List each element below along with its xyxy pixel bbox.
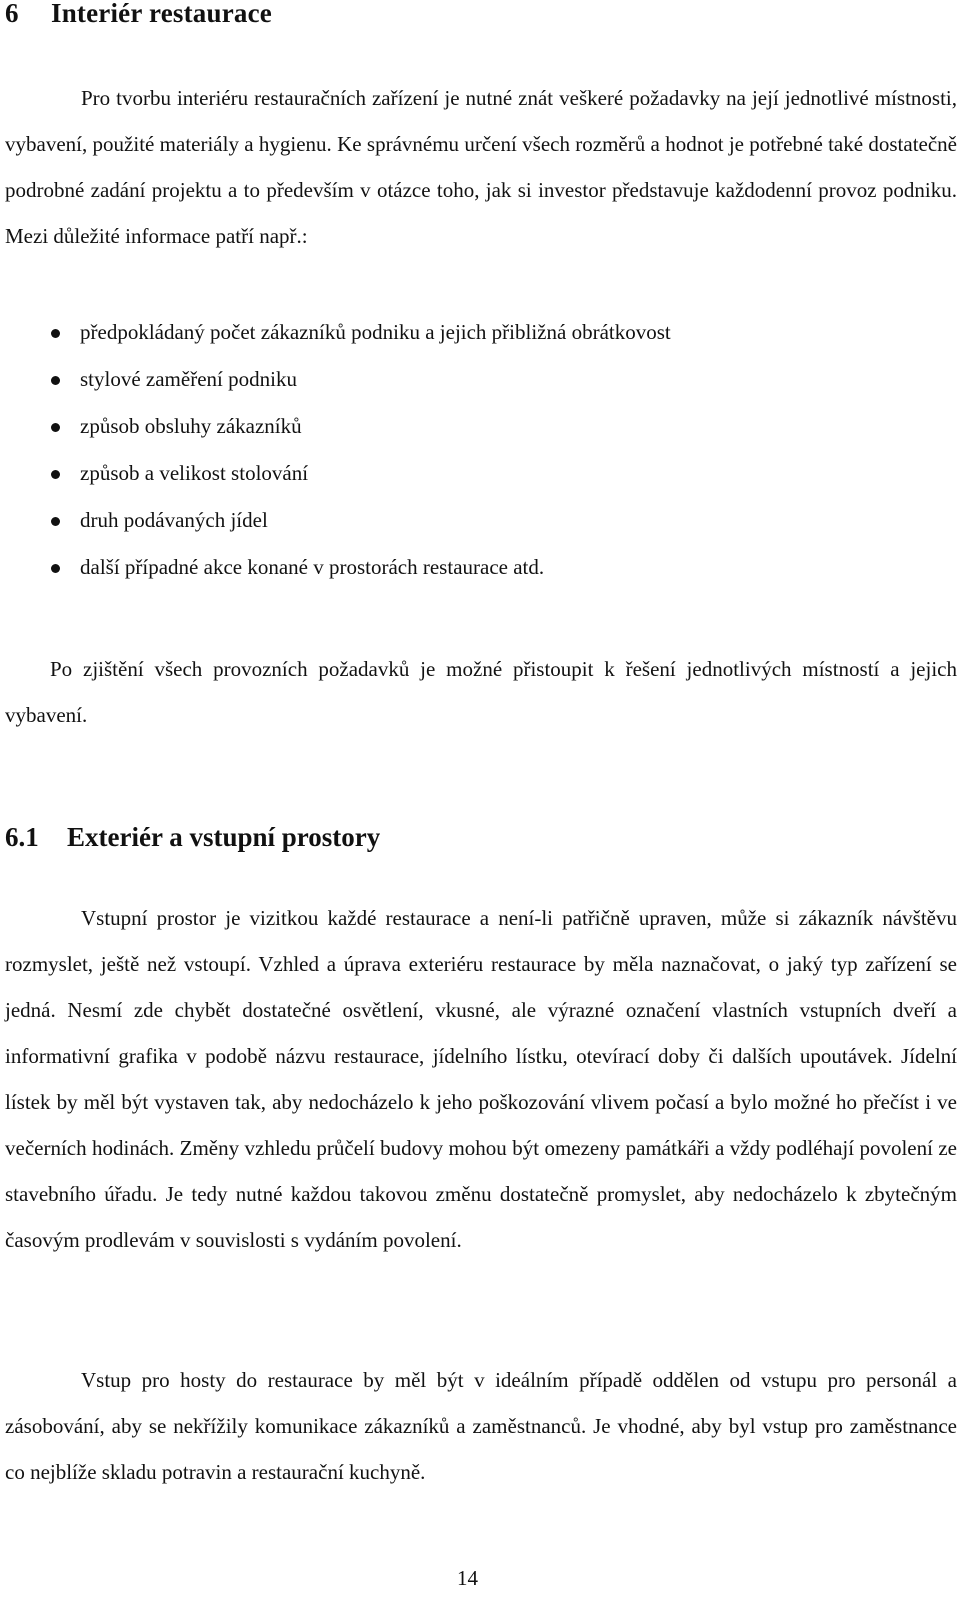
section-paragraph-2: Vstup pro hosty do restaurace by měl být v ideálním případě oddělen od vstupu pro personál a zásobování, aby se nekřížily komunikace zákazníků a zaměstnanců. Je vhodné, aby byl vstup pro zaměstnance co nejblíže skladu potravin a restaurační kuchyně. [5, 1368, 957, 1484]
list-item: způsob a velikost stolování [0, 450, 900, 497]
bullet-icon [51, 564, 60, 573]
list-item: další případné akce konané v prostorách restaurace atd. [0, 544, 900, 591]
bullet-icon [51, 329, 60, 338]
requirements-list [0, 309, 900, 591]
chapter-heading [5, 0, 272, 29]
bullet-icon [51, 517, 60, 526]
bullet-icon [51, 470, 60, 479]
list-item: způsob obsluhy zákazníků [0, 403, 900, 450]
list-item: stylové zaměření podniku [0, 356, 900, 403]
list-item: předpokládaný počet zákazníků podniku a jejich přibližná obrátkovost [0, 309, 900, 356]
bullet-icon [51, 423, 60, 432]
section-title: Exteriér a vstupní prostory [67, 822, 381, 852]
chapter-title: Interiér restaurace [51, 0, 272, 28]
after-list-paragraph: Po zjištění všech provozních požadavků je možné přistoupit k řešení jednotlivých místností a jejich vybavení. [5, 657, 957, 727]
page-number: 14 [457, 1566, 478, 1590]
section-heading [5, 822, 380, 853]
bullet-icon [51, 376, 60, 385]
list-item: druh podávaných jídel [0, 497, 900, 544]
section-number: 6.1 [5, 822, 39, 852]
intro-paragraph: Pro tvorbu interiéru restauračních zařízení je nutné znát veškeré požadavky na její jednotlivé místnosti, vybavení, použité materiály a hygienu. Ke správnému určení všech rozměrů a hodnot je potřebné také dostatečně podrobné zadání projektu a to především v otázce toho, jak si investor představuje každodenní provoz podniku. Mezi důležité informace patří např.: [5, 86, 957, 248]
chapter-number: 6 [5, 0, 19, 28]
section-paragraph-1: Vstupní prostor je vizitkou každé restaurace a není-li patřičně upraven, může si zákazník návštěvu rozmyslet, ještě než vstoupí. Vzhled a úprava exteriéru restaurace by měla naznačovat, o jaký typ zařízení se jedná. Nesmí zde chybět dostatečné osvětlení, vkusné, ale výrazné označení vlastních vstupních dveří a informativní grafika v podobě názvu restaurace, jídelního lístku, otevírací doby či dalších upoutávek. Jídelní lístek by měl být vystaven tak, aby nedocházelo k jeho poškozování vlivem počasí a bylo možné ho přečíst i ve večerních hodinách. Změny vzhledu průčelí budovy mohou být omezeny památkáři a vždy podléhají povolení ze stavebního úřadu. Je tedy nutné každou takovou změnu dostatečně promyslet, aby nedocházelo k zbytečným časovým prodlevám v souvislosti s vydáním povolení. [5, 906, 957, 1252]
